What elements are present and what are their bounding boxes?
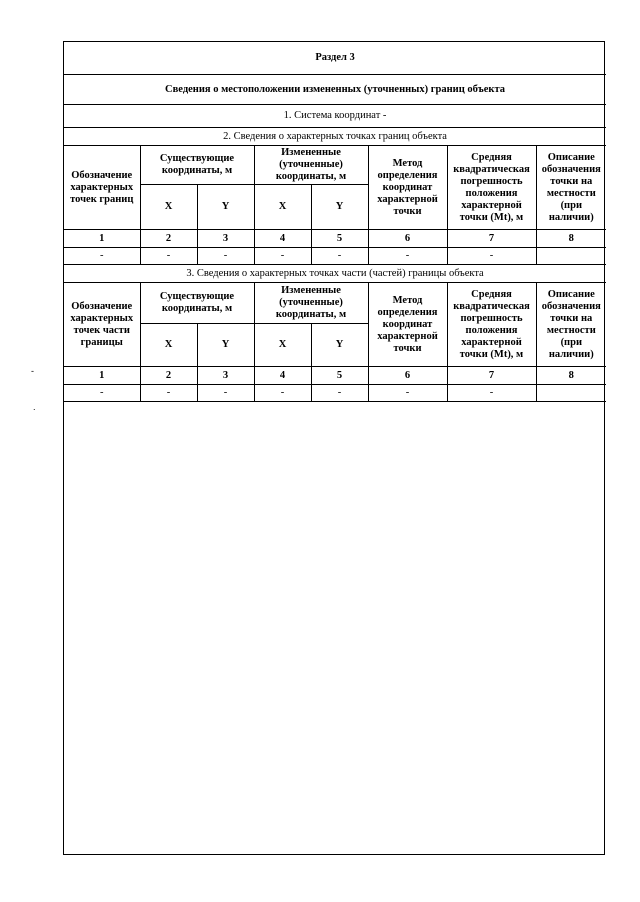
block1-data-cell: - (140, 248, 197, 265)
margin-mark-dash: - (31, 366, 34, 376)
block2-data-cell: - (64, 385, 140, 402)
coord-system-text: 1. Система координат - (64, 105, 606, 128)
block2-data-cell: - (368, 385, 447, 402)
block2-col-method: Метод определения координат характерной точки (368, 283, 447, 367)
block1-data-row (64, 248, 606, 265)
block1-existing-y: Y (197, 185, 254, 230)
block2-existing-y: Y (197, 324, 254, 367)
block1-heading: 2. Сведения о характерных точках границ объекта (64, 128, 606, 146)
block1-col-existing: Существующие координаты, м (140, 146, 254, 185)
block2-num-cell: 5 (311, 367, 368, 385)
block1-col-method: Метод определения координат характерной точки (368, 146, 447, 230)
block2-heading: 3. Сведения о характерных точках части (частей) границы объекта (64, 265, 606, 283)
margin-mark-dot: . (33, 402, 36, 412)
block1-number-row (64, 230, 606, 248)
block2-num-cell: 2 (140, 367, 197, 385)
block1-col-description: Описание обозначения точки на местности (при наличии) (536, 146, 606, 230)
section-label: Раздел 3 (64, 42, 606, 75)
block1-num-cell: 8 (536, 230, 606, 248)
block1-data-cell: - (64, 248, 140, 265)
block2-data-cell: - (311, 385, 368, 402)
block1-changed-y: Y (311, 185, 368, 230)
block2-data-cell: - (197, 385, 254, 402)
block1-heading-row (64, 128, 606, 146)
section-title-row (64, 42, 606, 75)
block2-col-existing: Существующие координаты, м (140, 283, 254, 324)
block2-col-designation: Обозначение характерных точек части границы (64, 283, 140, 367)
block1-data-cell: - (254, 248, 311, 265)
block2-num-cell: 3 (197, 367, 254, 385)
block2-col-error: Средняя квадратическая погрешность положения характерной точки (Mt), м (447, 283, 536, 367)
block2-header-row-1 (64, 283, 606, 324)
block1-header-row-1 (64, 146, 606, 185)
block1-col-changed: Измененные (уточненные) координаты, м (254, 146, 368, 185)
block2-changed-x: X (254, 324, 311, 367)
block1-col-designation: Обозначение характерных точек границ (64, 146, 140, 230)
block1-num-cell: 1 (64, 230, 140, 248)
page-frame (63, 41, 605, 855)
document-title: Сведения о местоположении измененных (уточненных) границ объекта (64, 75, 606, 105)
block1-num-cell: 4 (254, 230, 311, 248)
block2-num-cell: 6 (368, 367, 447, 385)
block2-heading-row (64, 265, 606, 283)
doc-title-row (64, 75, 606, 105)
block1-data-cell: - (447, 248, 536, 265)
block1-num-cell: 3 (197, 230, 254, 248)
block1-data-cell: - (197, 248, 254, 265)
block2-number-row (64, 367, 606, 385)
block1-num-cell: 7 (447, 230, 536, 248)
block1-num-cell: 5 (311, 230, 368, 248)
block2-changed-y: Y (311, 324, 368, 367)
block1-data-cell (536, 248, 606, 265)
block1-num-cell: 2 (140, 230, 197, 248)
block2-col-changed: Измененные (уточненные) координаты, м (254, 283, 368, 324)
block2-data-row (64, 385, 606, 402)
block2-data-cell: - (254, 385, 311, 402)
block2-num-cell: 4 (254, 367, 311, 385)
block1-data-cell: - (368, 248, 447, 265)
block2-col-description: Описание обозначения точки на местности (при наличии) (536, 283, 606, 367)
block2-data-cell: - (447, 385, 536, 402)
block2-data-cell (536, 385, 606, 402)
block1-changed-x: X (254, 185, 311, 230)
block1-col-error: Средняя квадратическая погрешность положения характерной точки (Mt), м (447, 146, 536, 230)
block2-num-cell: 1 (64, 367, 140, 385)
block1-data-cell: - (311, 248, 368, 265)
section-table (64, 42, 606, 402)
block2-data-cell: - (140, 385, 197, 402)
block2-num-cell: 8 (536, 367, 606, 385)
block2-num-cell: 7 (447, 367, 536, 385)
block1-existing-x: X (140, 185, 197, 230)
coord-system-row (64, 105, 606, 128)
block1-num-cell: 6 (368, 230, 447, 248)
block2-existing-x: X (140, 324, 197, 367)
